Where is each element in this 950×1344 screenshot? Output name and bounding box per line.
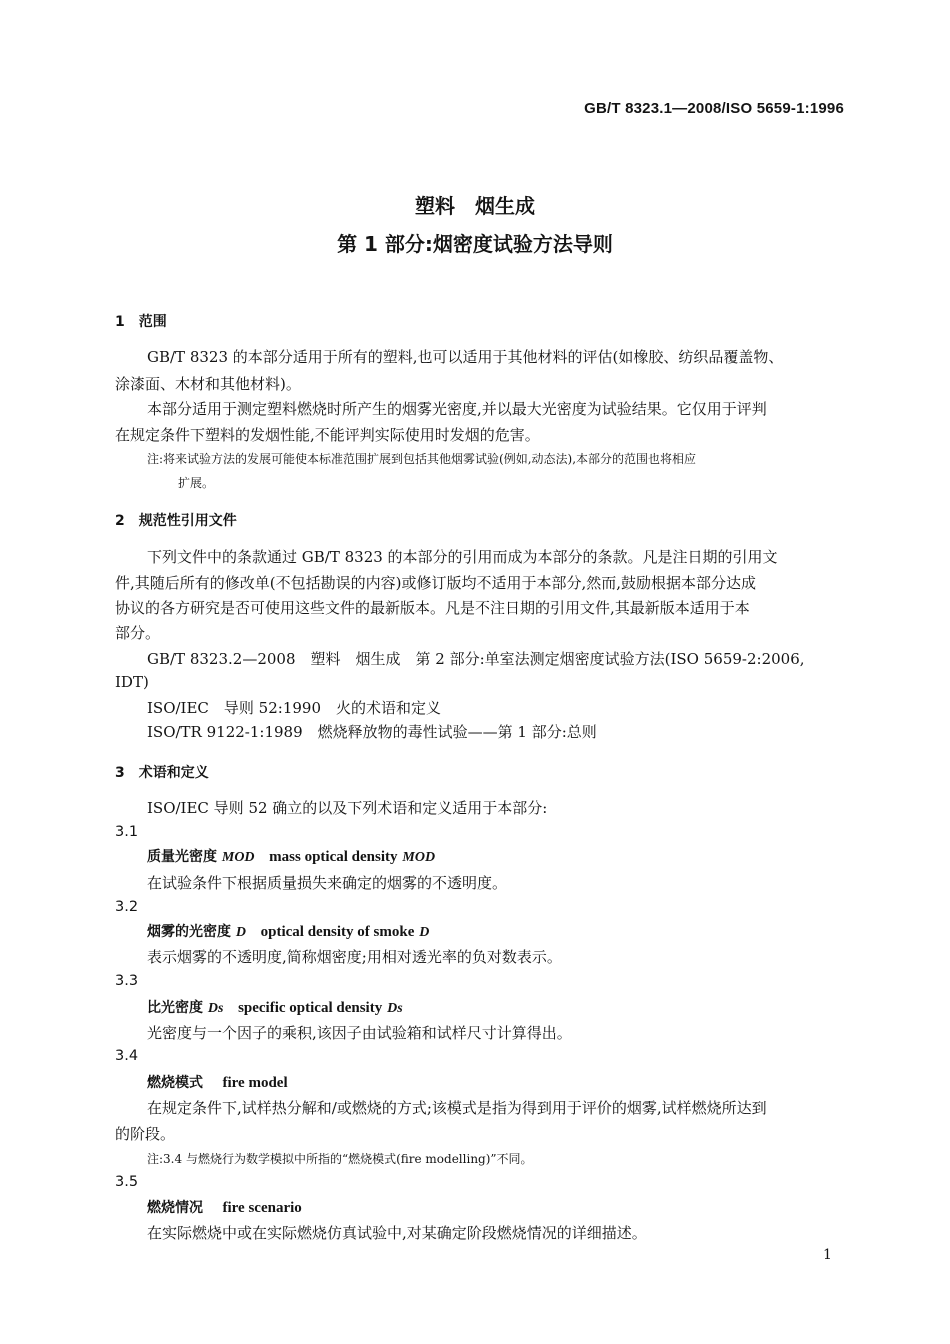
- term-symbol: D: [419, 925, 430, 940]
- reference-1-line-1: GB/T 8323.2—2008 塑料 烟生成 第 2 部分:单室法测定烟密度试验方法(ISO 5659-2:2006,: [147, 650, 805, 668]
- reference-1-line-2: IDT): [115, 673, 149, 691]
- term-3-4-note: 注:3.4 与燃烧行为数学模拟中所指的“燃烧模式(fire modelling)”不同。: [147, 1152, 533, 1166]
- section-1-note-line-2: 扩展。: [178, 476, 215, 490]
- term-3-3-title: [147, 997, 403, 1017]
- term-3-5-title: [147, 1197, 302, 1217]
- reference-3: ISO/TR 9122-1:1989 燃烧释放物的毒性试验——第 1 部分:总则: [147, 723, 597, 741]
- section-1-paragraph-1-line-2: 涂漆面、木材和其他材料)。: [115, 375, 301, 393]
- term-symbol: MOD: [221, 850, 255, 865]
- term-en: fire model: [222, 1075, 288, 1091]
- term-symbol: Ds: [387, 1001, 403, 1016]
- term-zh: 比光密度: [147, 1000, 203, 1016]
- term-3-4-number: 3.4: [115, 1048, 139, 1064]
- term-3-5-number: 3.5: [115, 1174, 139, 1190]
- term-symbol: D: [235, 925, 246, 940]
- term-3-1-title: [147, 846, 435, 866]
- term-3-3-definition: 光密度与一个因子的乘积,该因子由试验箱和试样尺寸计算得出。: [147, 1024, 572, 1042]
- term-en: specific optical density: [238, 1000, 383, 1016]
- term-3-2-definition: 表示烟雾的不透明度,简称烟密度;用相对透光率的负对数表示。: [147, 948, 562, 966]
- term-3-1-definition: 在试验条件下根据质量损失来确定的烟雾的不透明度。: [147, 874, 508, 892]
- term-en: mass optical density: [269, 849, 398, 865]
- section-1-paragraph-2-line-2: 在规定条件下塑料的发烟性能,不能评判实际使用时发烟的危害。: [115, 426, 540, 444]
- section-2-paragraph-line-4: 部分。: [115, 624, 161, 642]
- section-1-note-line-1: 注:将来试验方法的发展可能使本标准范围扩展到包括其他烟雾试验(例如,动态法),本部分的范围也将相应: [147, 452, 697, 466]
- term-3-4-definition-line-2: 的阶段。: [115, 1125, 176, 1143]
- section-2-paragraph-line-3: 协议的各方研究是否可使用这些文件的最新版本。凡是不注日期的引用文件,其最新版本适用于本: [115, 599, 750, 617]
- term-3-1-number: 3.1: [115, 824, 139, 840]
- title-line-2: 第 1 部分:烟密度试验方法导则: [337, 232, 613, 256]
- term-en: optical density of smoke: [260, 924, 415, 940]
- section-2-heading: 2 规范性引用文件: [115, 513, 237, 529]
- term-3-5-definition: 在实际燃烧中或在实际燃烧仿真试验中,对某确定阶段燃烧情况的详细描述。: [147, 1224, 647, 1242]
- section-1-paragraph-2-line-1: 本部分适用于测定塑料燃烧时所产生的烟雾光密度,并以最大光密度为试验结果。它仅用于评判: [147, 400, 767, 418]
- term-zh: 燃烧情况: [147, 1200, 203, 1216]
- term-3-4-title: [147, 1072, 288, 1092]
- document-code-header: GB/T 8323.1—2008/ISO 5659-1:1996: [584, 100, 844, 117]
- section-1-paragraph-1-line-1: GB/T 8323 的本部分适用于所有的塑料,也可以适用于其他材料的评估(如橡胶、纺织品覆盖物、: [147, 348, 784, 366]
- term-3-2-number: 3.2: [115, 899, 139, 915]
- term-en: fire scenario: [222, 1200, 302, 1216]
- section-2-paragraph-line-1: 下列文件中的条款通过 GB/T 8323 的本部分的引用而成为本部分的条款。凡是注日期的引用文: [147, 548, 778, 566]
- reference-2: ISO/IEC 导则 52:1990 火的术语和定义: [147, 699, 441, 717]
- term-3-2-title: [147, 921, 429, 941]
- term-zh: 燃烧模式: [147, 1075, 203, 1091]
- section-3-intro: ISO/IEC 导则 52 确立的以及下列术语和定义适用于本部分:: [147, 799, 548, 817]
- section-2-paragraph-line-2: 件,其随后所有的修改单(不包括勘误的内容)或修订版均不适用于本部分,然而,鼓励根据本部分达成: [115, 574, 757, 592]
- term-zh: 质量光密度: [147, 849, 217, 865]
- term-symbol: Ds: [207, 1001, 224, 1016]
- title-line-1: 塑料 烟生成: [415, 194, 535, 218]
- section-3-heading: 3 术语和定义: [115, 765, 209, 781]
- term-symbol: MOD: [402, 850, 436, 865]
- section-1-heading: 1 范围: [115, 314, 167, 330]
- term-3-3-number: 3.3: [115, 973, 139, 989]
- page-number: 1: [823, 1247, 832, 1263]
- term-3-4-definition-line-1: 在规定条件下,试样热分解和/或燃烧的方式;该模式是指为得到用于评价的烟雾,试样燃烧所达到: [147, 1099, 767, 1117]
- term-zh: 烟雾的光密度: [147, 924, 231, 940]
